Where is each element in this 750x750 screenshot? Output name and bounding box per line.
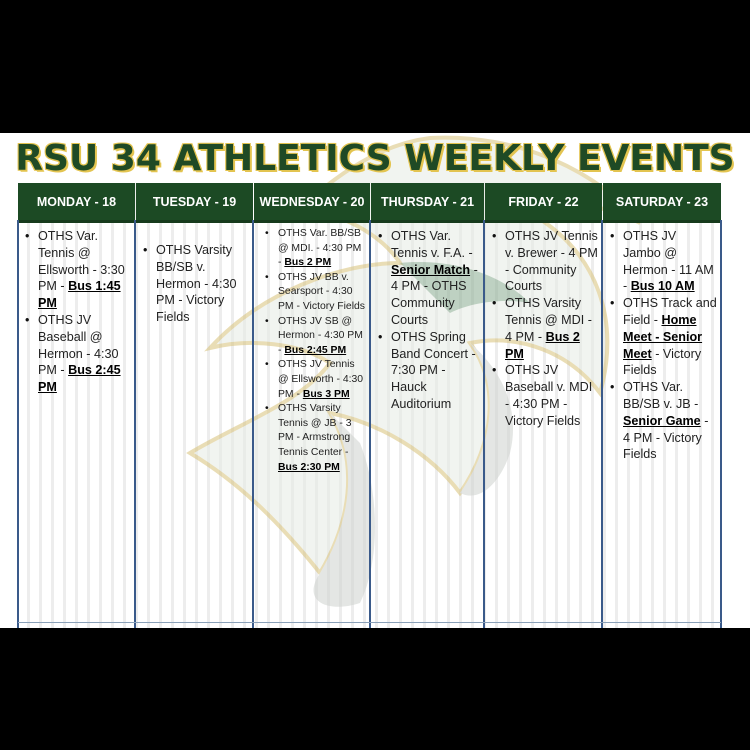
day-column-saturday (603, 183, 721, 628)
day-header: MONDAY - 18 (18, 183, 135, 223)
bus-time: Bus 2:45 PM (38, 363, 121, 395)
event-list (136, 223, 253, 326)
day-header: FRIDAY - 22 (485, 183, 602, 223)
senior-meet-label: Home Meet - Senior Meet (623, 312, 703, 361)
event-item: • OTHS JV SB @ Hermon - 4:30 PM - Bus 2:45 PM (278, 315, 366, 359)
event-item: • OTHS JV Jambo @ Hermon - 11 AM - Bus 10 AM (623, 228, 717, 295)
day-column-thursday (371, 183, 484, 628)
event-item: • OTHS Spring Band Concert - 7:30 PM - Hauck Auditorium (391, 329, 480, 413)
day-header: SATURDAY - 23 (603, 183, 721, 223)
event-item: • OTHS JV Baseball @ Hermon - 4:30 PM - Bus 2:45 PM (38, 312, 131, 396)
bus-time: Bus 2:30 PM (278, 461, 340, 473)
event-list (485, 223, 602, 430)
poster (0, 133, 750, 628)
day-header: WEDNESDAY - 20 (254, 183, 370, 223)
bus-time: Bus 10 AM (630, 279, 695, 294)
column-divider (720, 220, 722, 628)
senior-game-label: Senior Game (623, 413, 701, 428)
bus-time: Bus 1:45 PM (38, 279, 121, 311)
day-header: THURSDAY - 21 (371, 183, 484, 223)
event-list (603, 223, 721, 463)
day-column-wednesday (254, 183, 370, 628)
event-list (371, 223, 484, 413)
day-column-tuesday (136, 183, 253, 628)
event-item: • OTHS JV Tennis v. Brewer - 4 PM - Community Courts (505, 228, 598, 295)
event-item: • OTHS Varsity Tennis @ MDI - 4 PM - Bus 2 PM (505, 295, 598, 362)
page-title: RSU 34 ATHLETICS WEEKLY EVENTS (15, 138, 735, 179)
bus-time: Bus 2 PM (284, 257, 332, 269)
event-item: • OTHS Varsity BB/SB v. Hermon - 4:30 PM - Victory Fields (156, 242, 249, 326)
column-divider (17, 220, 19, 628)
bus-time: Bus 3 PM (302, 388, 350, 400)
day-column-monday (18, 183, 135, 628)
event-item: • OTHS Varsity Tennis @ JB - 3 PM - Armstrong Tennis Center - Bus 2:30 PM (278, 402, 366, 475)
day-header: TUESDAY - 19 (136, 183, 253, 223)
event-item: • OTHS JV Tennis @ Ellsworth - 4:30 PM - Bus 3 PM (278, 358, 366, 402)
event-item: • OTHS Var. BB/SB v. JB - Senior Game - 4 PM - Victory Fields (623, 379, 717, 463)
event-item: • OTHS Var. Tennis v. F.A. - Senior Match - 4 PM - OTHS Community Courts (391, 228, 480, 329)
bus-time: Bus 2 PM (505, 329, 580, 361)
event-list (254, 223, 370, 475)
senior-match-label: Senior Match (391, 262, 471, 277)
day-column-friday (485, 183, 602, 628)
table-bottom-border (18, 622, 721, 623)
event-item: • OTHS Var. BB/SB @ MDI. - 4:30 PM - Bus 2 PM (278, 227, 366, 271)
bus-time: Bus 2:45 PM (284, 344, 347, 356)
event-list (18, 223, 135, 396)
event-item: • OTHS Var. Tennis @ Ellsworth - 3:30 PM - Bus 1:45 PM (38, 228, 131, 312)
event-item: • OTHS Track and Field - Home Meet - Senior Meet - Victory Fields (623, 295, 717, 379)
event-item: • OTHS JV Baseball v. MDI - 4:30 PM - Victory Fields (505, 362, 598, 429)
event-item: • OTHS JV BB v. Searsport - 4:30 PM - Victory Fields (278, 271, 366, 315)
